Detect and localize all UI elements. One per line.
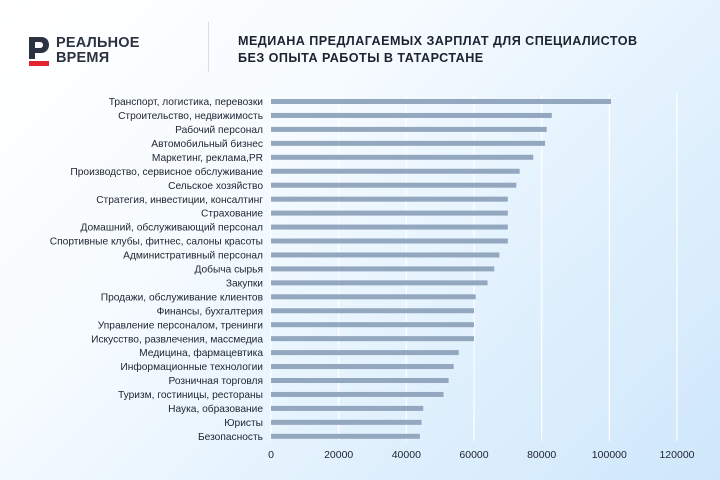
bar — [271, 183, 516, 188]
category-label: Строительство, недвижимость — [118, 111, 263, 123]
category-label: Медицина, фармацевтика — [139, 348, 263, 360]
category-label: Рабочий персонал — [175, 125, 263, 136]
category-label: Юристы — [224, 417, 263, 429]
category-label: Стратегия, инвестиции, консалтинг — [96, 194, 263, 206]
category-label: Информационные технологии — [120, 362, 263, 374]
bar — [271, 266, 494, 271]
category-label: Домашний, обслуживающий персонал — [80, 222, 263, 234]
bar — [271, 197, 508, 202]
category-label: Управление персоналом, тренинги — [97, 320, 263, 332]
bar — [271, 350, 459, 355]
category-label: Административный персонал — [123, 250, 263, 262]
category-label: Туризм, гостиницы, рестораны — [118, 390, 263, 402]
x-tick-label: 0 — [268, 449, 274, 461]
bar — [271, 280, 488, 285]
category-label: Сельское хозяйство — [168, 180, 263, 192]
bar — [271, 113, 552, 118]
bar — [271, 336, 474, 341]
x-tick-label: 40000 — [391, 449, 421, 461]
bar — [271, 406, 423, 411]
category-label: Наука, образование — [168, 404, 263, 415]
category-label: Добыча сырья — [194, 264, 263, 276]
x-tick-label: 80000 — [527, 449, 557, 461]
category-label: Закупки — [225, 278, 263, 290]
x-tick-label: 20000 — [324, 449, 354, 461]
x-tick-label: 60000 — [459, 449, 489, 461]
category-label: Безопасность — [198, 431, 263, 443]
category-label: Производство, сервисное обслуживание — [70, 166, 263, 178]
category-label: Спортивные клубы, фитнес, салоны красоты — [49, 236, 263, 248]
x-tick-label: 120000 — [659, 449, 695, 461]
category-label: Автомобильный бизнес — [151, 138, 263, 150]
bar — [271, 420, 422, 425]
bar — [271, 322, 474, 327]
category-label: Финансы, бухгалтерия — [156, 306, 263, 318]
bar — [271, 364, 454, 369]
bar — [271, 252, 499, 257]
brand-line2: ВРЕМЯ — [56, 50, 110, 66]
bar — [271, 378, 449, 383]
category-label: Страхование — [201, 208, 263, 220]
bar — [271, 239, 508, 244]
bar — [271, 127, 547, 132]
bar — [271, 225, 508, 230]
category-label: Маркетинг, реклама,PR — [151, 152, 263, 164]
brand-line1: РЕАЛЬНОЕ — [56, 35, 140, 51]
bar — [271, 155, 533, 160]
bar — [271, 169, 520, 174]
category-label: Продажи, обслуживание клиентов — [100, 292, 263, 304]
bar — [271, 392, 444, 397]
chart-title-line1: МЕДИАНА ПРЕДЛАГАЕМЫХ ЗАРПЛАТ ДЛЯ СПЕЦИАЛИСТОВ — [238, 34, 638, 48]
category-label: Транспорт, логистика, перевозки — [108, 97, 263, 109]
bar — [271, 294, 476, 299]
bar — [271, 434, 420, 439]
category-label: Розничная торговля — [168, 376, 263, 388]
bar — [271, 211, 508, 216]
bar — [271, 141, 545, 146]
x-tick-label: 100000 — [591, 449, 627, 461]
chart-title-line2: БЕЗ ОПЫТА РАБОТЫ В ТАТАРСТАНЕ — [238, 51, 484, 65]
category-label: Искусство, развлечения, массмедиа — [91, 334, 263, 346]
bar — [271, 99, 611, 104]
bar — [271, 308, 474, 313]
